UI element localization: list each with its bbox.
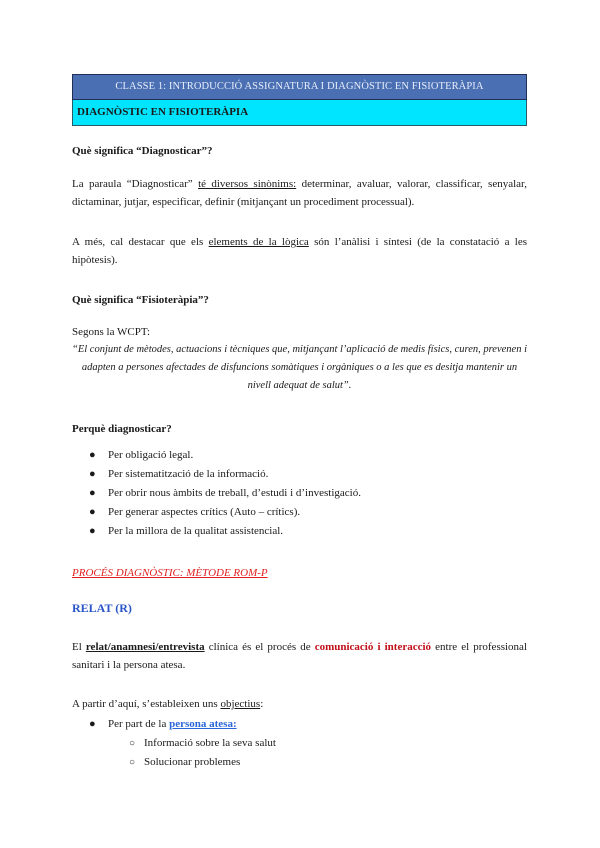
document-title: CLASSE 1: INTRODUCCIÓ ASSIGNATURA I DIAGNÒSTIC EN FISIOTERÀPIA [72, 74, 527, 100]
bullet-icon: ● [89, 487, 96, 499]
list-item: ○ Informació sobre la seva salut [72, 734, 527, 753]
list-item: ● Per obligació legal. [72, 446, 527, 465]
relat-paragraph: El relat/anamnesi/entrevista clínica és el procés de comunicació i interacció entre el professional sanitari i la persona atesa. [72, 641, 527, 671]
document-page [72, 74, 527, 126]
circle-bullet-icon: ○ [129, 738, 136, 749]
list-item: ● Per obrir nous àmbits de treball, d’estudi i d’investigació. [72, 484, 527, 503]
list-item: ● Per la millora de la qualitat assistencial. [72, 522, 527, 541]
bullet-icon: ● [89, 449, 96, 461]
q3-heading: Perquè diagnosticar? [72, 423, 172, 435]
list-item: ○ Solucionar problemes [72, 753, 527, 772]
q1-heading: Què significa “Diagnosticar”? [72, 145, 213, 157]
proces-heading: PROCÉS DIAGNÒSTIC: MÈTODE ROM-P [72, 567, 268, 579]
wcpt-quote: “El conjunt de mètodes, actuacions i tècniques que, mitjançant l’aplicació de medis físics, curen, prevenen i adapten a persones afectades de disfuncions somàtiques i orgàniques o a les que es desitja mantenir un nivell adequat de salut”. [72, 344, 527, 391]
q2-heading: Què significa “Fisioteràpia”? [72, 294, 209, 306]
relat-heading: RELAT (R) [72, 601, 132, 615]
list-item: ● Per sistematització de la informació. [72, 465, 527, 484]
bullet-icon: ● [89, 525, 96, 537]
q1-paragraph-2: A més, cal destacar que els elements de la lògica són l’anàlisi i síntesi (de la constatació a les hipòtesis). [72, 236, 528, 266]
section-title: DIAGNÒSTIC EN FISIOTERÀPIA [72, 100, 527, 126]
list-item: ● Per generar aspectes crítics (Auto – crítics). [72, 503, 527, 522]
bullet-icon: ● [89, 506, 96, 518]
list-item: ● Per part de la persona atesa: [72, 715, 527, 734]
objectius-paragraph: A partir d’aquí, s’estableixen uns objectius: [72, 698, 264, 710]
q1-paragraph-1: La paraula “Diagnosticar” té diversos sinònims: determinar, avaluar, valorar, classificar, senyalar, dictaminar, jutjar, especificar, definir (mitjançant un procediment processual). [72, 178, 528, 208]
bullet-icon: ● [89, 718, 96, 730]
bullet-icon: ● [89, 468, 96, 480]
circle-bullet-icon: ○ [129, 757, 136, 768]
objectius-list [72, 715, 527, 772]
q3-bullet-list [72, 446, 527, 541]
q2-intro: Segons la WCPT: [72, 326, 151, 338]
